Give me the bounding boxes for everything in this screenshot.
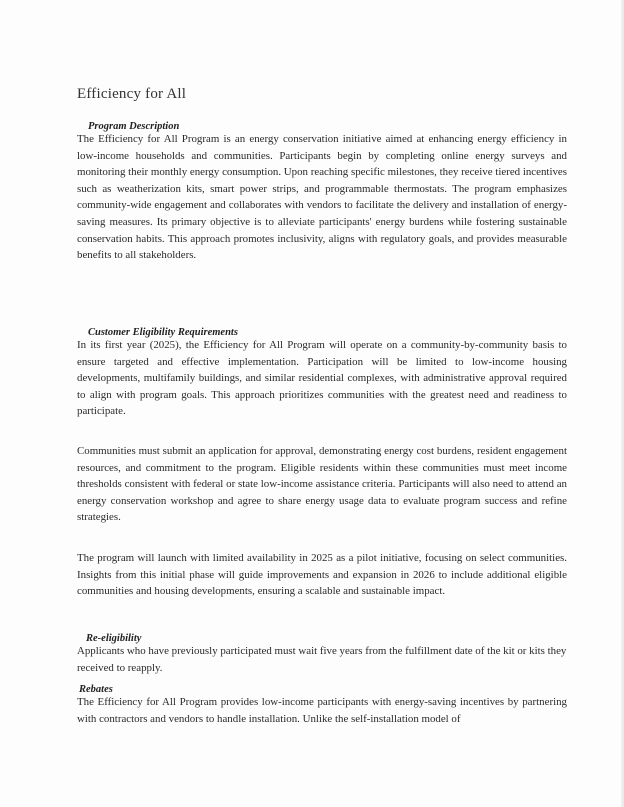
rebates-heading: Rebates	[79, 684, 113, 695]
customer-eligibility-paragraph-3: The program will launch with limited availability in 2025 as a pilot initiative, focusing on select communities. Insights from this initial phase will guide improvements and expansion in 2026 to include additional eligible communities and housing developments, ensuring a scalable and sustainable impact.	[77, 552, 567, 598]
program-description-heading: Program Description	[88, 121, 180, 132]
re-eligibility-paragraph: Applicants who have previously participated must wait five years from the fulfillment date of the kit or kits they received to reapply.	[77, 645, 567, 674]
re-eligibility-heading: Re-eligibility	[86, 633, 142, 644]
program-description-paragraph: The Efficiency for All Program is an energy conservation initiative aimed at enhancing energy efficiency in low-income households and communities. Participants begin by completing online energy surveys and monitoring their monthly energy consumption. Upon reaching specific milestones, they receive tiered incentives such as weatherization kits, smart power strips, and programmable thermostats. The program emphasizes community-wide engagement and collaborates with vendors to facilitate the delivery and installation of energy-saving measures. Its primary objective is to alleviate participants' energy burdens while fostering sustainable conservation habits. This approach promotes inclusivity, aligns with regulatory goals, and provides measurable benefits to all stakeholders.	[77, 133, 567, 262]
rebates-paragraph: The Efficiency for All Program provides low-income participants with energy-saving incentives by partnering with contractors and vendors to handle installation. Unlike the self-installation model of	[77, 696, 567, 725]
customer-eligibility-paragraph-1: In its first year (2025), the Efficiency for All Program will operate on a community-by-community basis to ensure targeted and effective implementation. Participation will be limited to low-income housing developments, multifamily buildings, and similar residential complexes, with administrative approval required to align with program goals. This approach prioritizes communities with the greatest need and readiness to participate.	[77, 339, 567, 418]
document-title: Efficiency for All	[77, 86, 187, 102]
customer-eligibility-paragraph-2: Communities must submit an application for approval, demonstrating energy cost burdens, resident engagement resources, and commitment to the program. Eligible residents within these communities must meet income thresholds consistent with federal or state low-income assistance criteria. Participants will also need to attend an energy conservation workshop and agree to share energy usage data to evaluate program success and refine strategies.	[77, 445, 567, 524]
customer-eligibility-heading: Customer Eligibility Requirements	[88, 327, 238, 338]
